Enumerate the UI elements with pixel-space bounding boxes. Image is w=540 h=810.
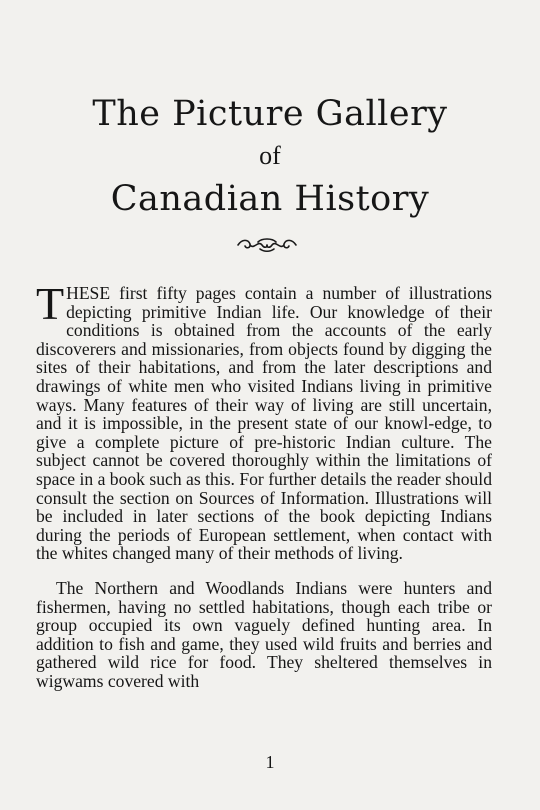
body-text xyxy=(36,278,492,691)
title-line-2: of xyxy=(259,141,281,170)
page-title xyxy=(0,92,540,222)
paragraph-1 xyxy=(36,278,492,564)
decorative-scroll-ornament-icon xyxy=(234,236,300,254)
title-line-1: The Picture Gallery xyxy=(92,94,448,134)
page-number: 1 xyxy=(265,752,275,772)
paragraph-1-opening: HESE first fifty pages contain a number of xyxy=(66,283,400,303)
paragraph-1-text: illustrations depicting primitive Indian life. Our knowledge of their conditions is obtained from the accounts of the early discoverers and missionaries, from objects found by digging the sites of their habitations, and from the later descriptions and drawings of white men who visited Indians living in primitive ways. Many features of their way of living are still uncertain, and it is impossible, in the present state of our knowl-edge, to give a complete picture of pre-historic Indian culture. The subject cannot be covered thoroughly within the limitations of space in a book such as this. For further details the reader should consult the section on Sources of Information. Illustrations will be included in later sections of the book depicting Indians during the periods of European settlement, when contact with the whites changed many of their methods of living. xyxy=(36,283,492,564)
title-line-3: Canadian History xyxy=(110,179,430,219)
paragraph-2: The Northern and Woodlands Indians were hunters and fishermen, having no settled habitations, though each tribe or group occupied its own vaguely defined hunting area. In addition to fish and game, they used wild fruits and berries and gathered wild rice for food. They sheltered themselves in wigwams covered with xyxy=(36,577,492,691)
drop-cap: T xyxy=(36,278,65,329)
